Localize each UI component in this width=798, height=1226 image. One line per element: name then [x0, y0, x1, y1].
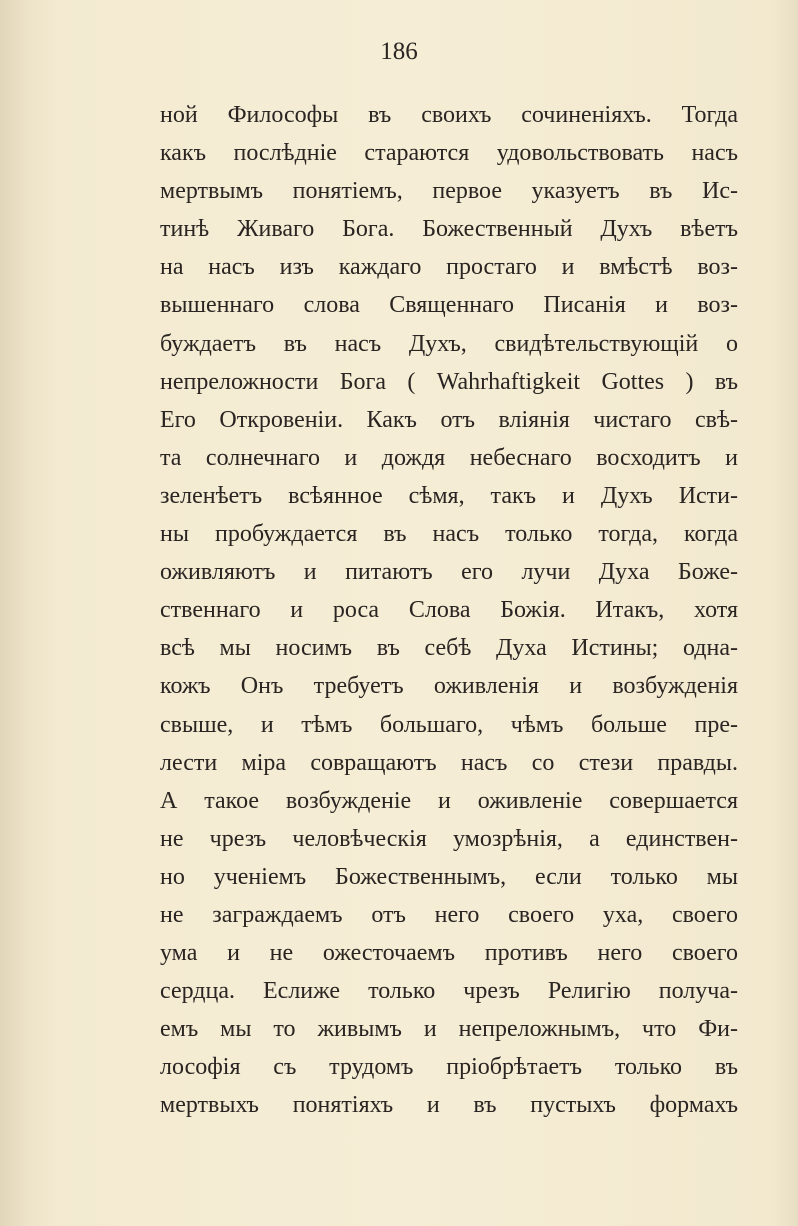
text-line: непреложности Бога ( Wahrhaftigkeit Gottes ) въ: [160, 368, 738, 395]
text-line: не чрезъ человѣческія умозрѣнія, а единствен-: [160, 825, 738, 852]
text-line: та солнечнаго и дождя небеснаго восходитъ и: [160, 444, 738, 471]
text-line: оживляютъ и питаютъ его лучи Духа Боже-: [160, 559, 738, 586]
text-line: вышеннаго слова Священнаго Писанія и воз-: [160, 292, 738, 319]
text-line: какъ послѣдніе стараются удовольствовать насъ: [160, 140, 738, 167]
text-line: свыше, и тѣмъ большаго, чѣмъ больше пре-: [160, 711, 738, 738]
page-number: 186: [380, 38, 418, 65]
text-line: сердца. Еслиже только чрезъ Религію получа-: [160, 978, 738, 1005]
text-line: ной Философы въ своихъ сочиненіяхъ. Тогда: [160, 102, 738, 128]
text-line: на насъ изъ каждаго простаго и вмѣстѣ воз-: [160, 254, 738, 281]
text-line: зеленѣетъ всѣянное сѣмя, такъ и Духъ Исти-: [160, 482, 738, 509]
text-line: кожъ Онъ требуетъ оживленія и возбужденія: [160, 673, 738, 700]
text-line: мертвыхъ понятіяхъ и въ пустыхъ формахъ: [160, 1092, 738, 1119]
text-line: не заграждаемъ отъ него своего уха, своего: [160, 901, 738, 928]
text-line: А такое возбужденіе и оживленіе совершается: [160, 787, 738, 814]
text-line: лести міра совращаютъ насъ со стези правды.: [160, 749, 738, 776]
text-line: мертвымъ понятіемъ, первое указуетъ въ Ис-: [160, 178, 738, 205]
text-line: лософія съ трудомъ пріобрѣтаетъ только въ: [160, 1054, 738, 1081]
page-edge-shadow: [0, 0, 60, 1226]
text-line: тинѣ Живаго Бога. Божественный Духъ вѣетъ: [160, 216, 738, 243]
text-line: Его Откровеніи. Какъ отъ вліянія чистаго свѣ-: [160, 406, 738, 433]
body-text: [160, 96, 738, 1125]
text-line: всѣ мы носимъ въ себѣ Духа Истины; одна-: [160, 635, 738, 662]
text-line: емъ мы то живымъ и непреложнымъ, что Фи-: [160, 1016, 738, 1043]
text-line: ственнаго и роса Слова Божія. Итакъ, хотя: [160, 597, 738, 624]
text-line: но ученіемъ Божественнымъ, если только мы: [160, 863, 738, 890]
text-line: ума и не ожесточаемъ противъ него своего: [160, 940, 738, 967]
text-line: ны пробуждается въ насъ только тогда, когда: [160, 521, 738, 548]
text-line: буждаетъ въ насъ Духъ, свидѣтельствующій о: [160, 330, 738, 357]
